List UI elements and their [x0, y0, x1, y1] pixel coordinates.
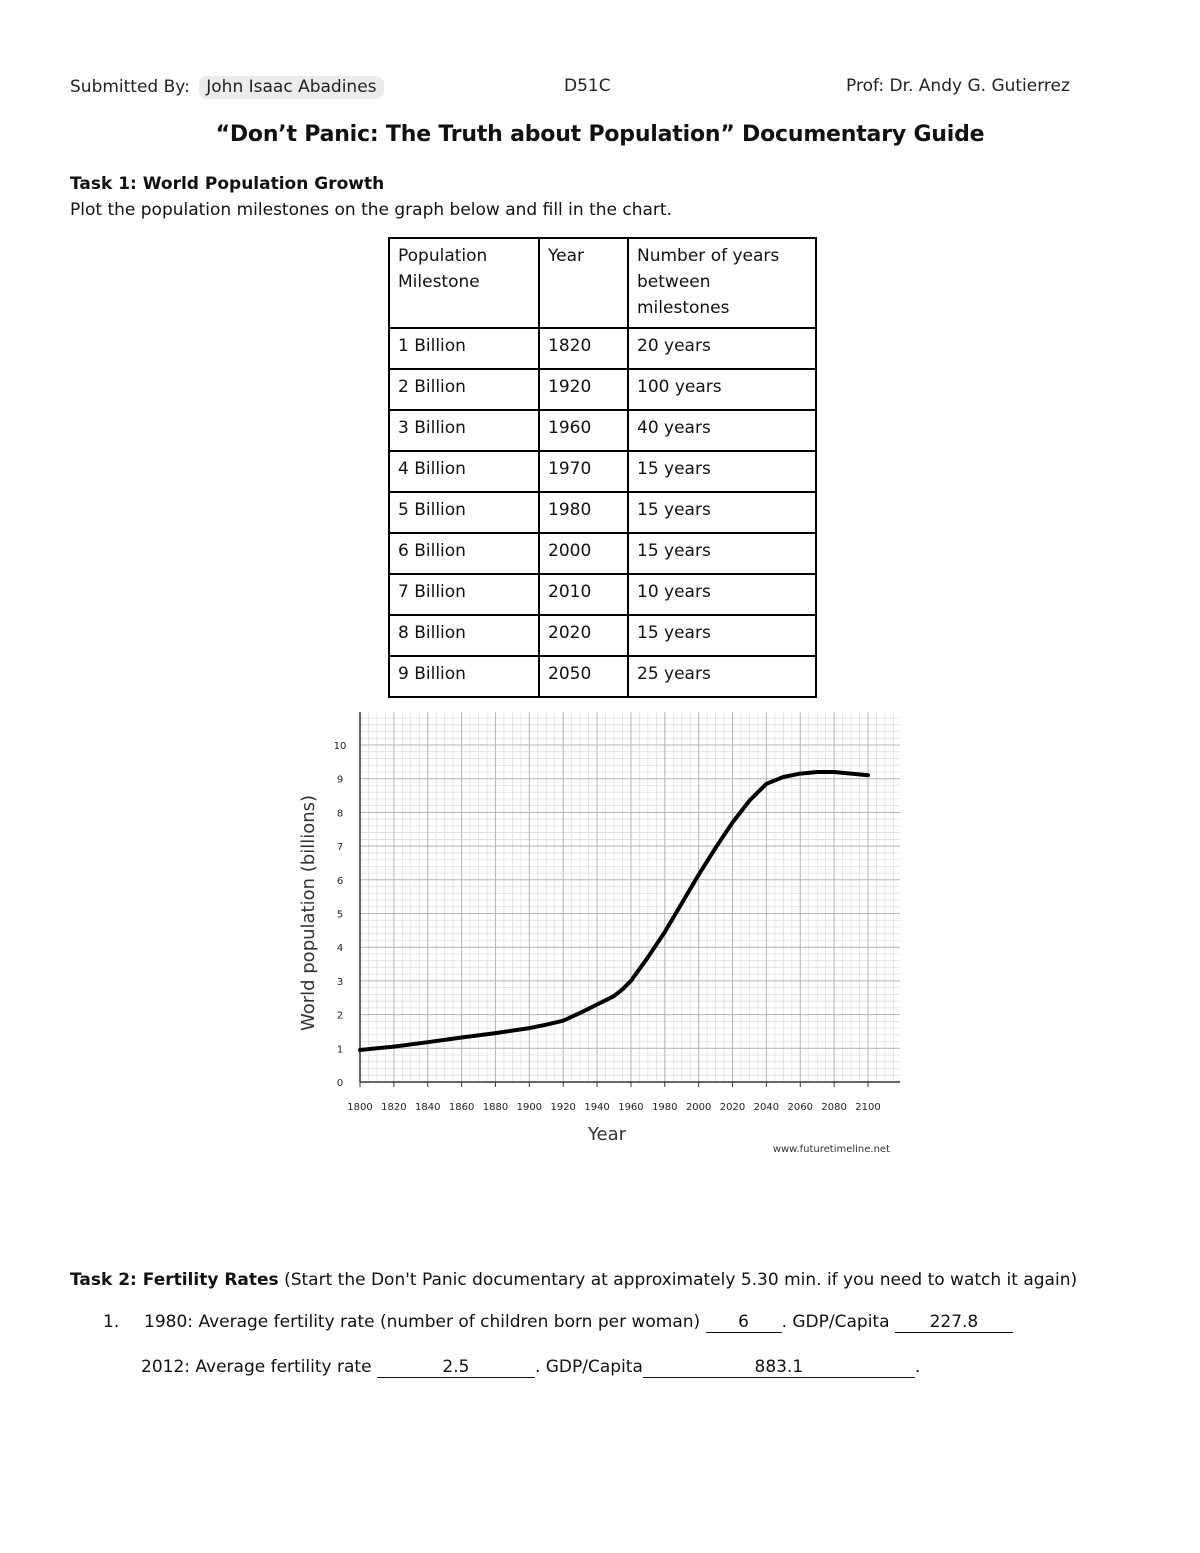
professor-name: Prof: Dr. Andy G. Gutierrez	[846, 76, 1070, 96]
table-cell: 2010	[539, 574, 628, 615]
table-cell: 5 Billion	[389, 492, 539, 533]
x-tick-label: 1800	[347, 1102, 373, 1113]
task2-heading: Task 2: Fertility Rates	[70, 1270, 279, 1290]
y-tick-label: 6	[336, 875, 344, 887]
table-cell: 15 years	[628, 451, 816, 492]
chart-x-ticks	[347, 1082, 880, 1113]
table-cell: 1960	[539, 410, 628, 451]
table-cell: 15 years	[628, 615, 816, 656]
question-1980	[103, 1312, 1013, 1333]
chart-minor-grid	[360, 712, 900, 1082]
task2-note: (Start the Don't Panic documentary at approximately 5.30 min. if you need to watch it again)	[284, 1270, 1078, 1290]
x-tick-label: 1820	[381, 1102, 407, 1113]
table-cell: 2020	[539, 615, 628, 656]
table-cell: 1980	[539, 492, 628, 533]
x-tick-label: 2040	[753, 1102, 780, 1113]
y-tick-label: 8	[336, 808, 344, 820]
section-code: D51C	[564, 76, 611, 96]
document-title: “Don’t Panic: The Truth about Population” Documentary Guide	[215, 122, 985, 147]
y-tick-label: 7	[336, 842, 344, 854]
chart-y-ticks	[334, 741, 347, 1089]
table-cell: 9 Billion	[389, 656, 539, 697]
x-tick-label: 1920	[550, 1102, 576, 1113]
task1-heading: Task 1: World Population Growth	[70, 174, 385, 194]
y-tick-label: 10	[333, 741, 347, 752]
table-cell: 1970	[539, 451, 628, 492]
y-tick-label: 0	[336, 1078, 344, 1089]
table-cell: 15 years	[628, 492, 816, 533]
table-row	[389, 492, 816, 533]
x-tick-label: 1980	[652, 1102, 678, 1113]
x-tick-label: 1840	[415, 1102, 441, 1113]
table-cell: 20 years	[628, 328, 816, 369]
fertility-1980-field[interactable]: 6	[706, 1312, 782, 1333]
x-tick-label: 1940	[584, 1102, 610, 1113]
sentence-end: .	[914, 1357, 921, 1377]
table-row	[389, 451, 816, 492]
table-cell: 2050	[539, 656, 628, 697]
x-tick-label: 2100	[855, 1102, 881, 1113]
table-cell: 1 Billion	[389, 328, 539, 369]
x-tick-label: 2000	[685, 1102, 712, 1113]
table-cell: 8 Billion	[389, 615, 539, 656]
y-tick-label: 3	[336, 976, 344, 988]
chart-major-grid	[360, 712, 900, 1082]
table-row	[389, 410, 816, 451]
student-name: John Isaac Abadines	[199, 76, 383, 99]
table-header-cell: Number of years between milestones	[628, 238, 816, 328]
submitted-label: Submitted By:	[70, 77, 190, 97]
table-row	[389, 615, 816, 656]
table-cell: 6 Billion	[389, 533, 539, 574]
submitted-by	[70, 76, 384, 99]
task2-line	[70, 1270, 1077, 1290]
gdp-label-1980: . GDP/Capita	[781, 1312, 890, 1332]
y-tick-label: 2	[336, 1010, 344, 1022]
x-tick-label: 2020	[719, 1102, 746, 1113]
y-tick-label: 5	[336, 909, 344, 921]
table-header-cell: Year	[539, 238, 628, 328]
question-2012	[141, 1357, 920, 1378]
question-number: 1.	[103, 1312, 120, 1332]
population-chart	[280, 700, 920, 1170]
chart-source-credit: www.futuretimeline.net	[772, 1144, 890, 1155]
table-header-cell: Population Milestone	[389, 238, 539, 328]
table-cell: 2 Billion	[389, 369, 539, 410]
y-tick-label: 4	[336, 943, 344, 955]
table-row	[389, 369, 816, 410]
x-tick-label: 2060	[787, 1102, 813, 1113]
milestone-table	[388, 237, 817, 698]
table-row	[389, 533, 816, 574]
table-cell: 1820	[539, 328, 628, 369]
table-row	[389, 574, 816, 615]
table-cell: 7 Billion	[389, 574, 539, 615]
table-row	[389, 656, 816, 697]
x-tick-label: 1880	[482, 1102, 509, 1113]
table-header-row	[389, 238, 816, 328]
q2012-prefix: 2012: Average fertility rate	[141, 1357, 372, 1377]
x-tick-label: 1900	[516, 1102, 543, 1113]
chart-y-label: World population (billions)	[298, 794, 319, 1032]
table-cell: 2000	[539, 533, 628, 574]
table-cell: 15 years	[628, 533, 816, 574]
x-tick-label: 1860	[448, 1102, 475, 1113]
q1980-prefix: 1980: Average fertility rate (number of children born per woman)	[144, 1312, 701, 1332]
table-cell: 4 Billion	[389, 451, 539, 492]
gdp-2012-field[interactable]: 883.1	[643, 1357, 915, 1378]
table-cell: 40 years	[628, 410, 816, 451]
y-tick-label: 9	[336, 774, 344, 786]
y-tick-label: 1	[336, 1044, 344, 1056]
gdp-label-2012: . GDP/Capita	[534, 1357, 643, 1377]
task1-instruction: Plot the population milestones on the graph below and fill in the chart.	[70, 200, 672, 220]
gdp-1980-field[interactable]: 227.8	[895, 1312, 1013, 1333]
fertility-2012-field[interactable]: 2.5	[377, 1357, 535, 1378]
x-tick-label: 1960	[618, 1102, 644, 1113]
table-cell: 3 Billion	[389, 410, 539, 451]
table-cell: 25 years	[628, 656, 816, 697]
table-cell: 1920	[539, 369, 628, 410]
table-cell: 10 years	[628, 574, 816, 615]
x-tick-label: 2080	[821, 1102, 847, 1113]
table-cell: 100 years	[628, 369, 816, 410]
chart-x-label: Year	[587, 1124, 627, 1145]
table-row	[389, 328, 816, 369]
